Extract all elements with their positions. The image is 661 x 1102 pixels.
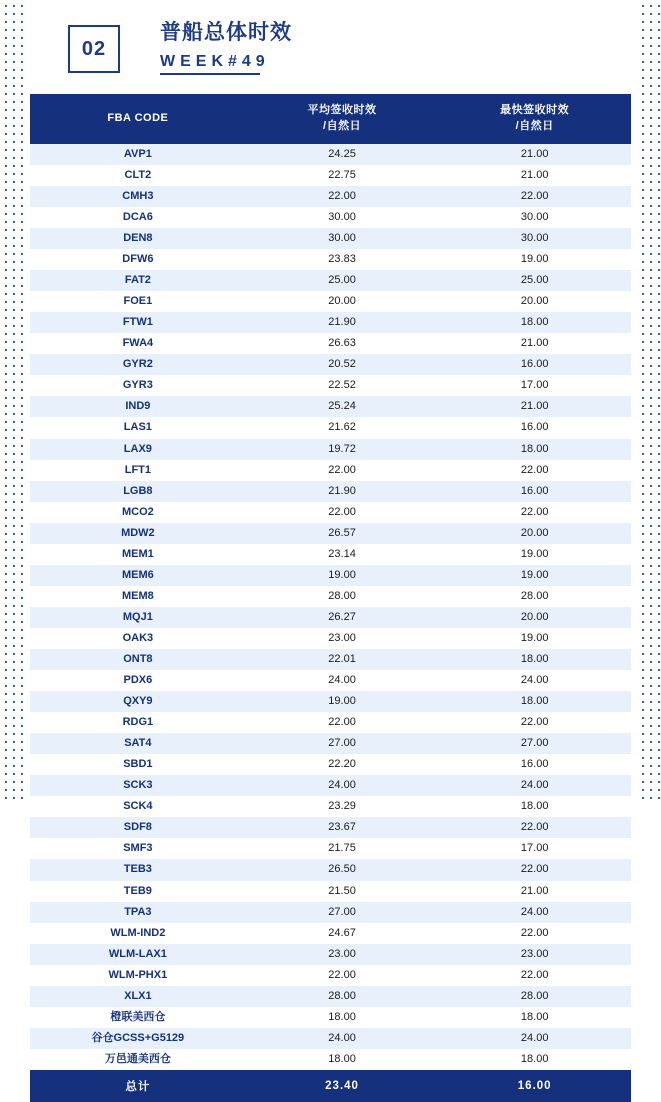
cell-average-days: 22.00: [246, 186, 439, 207]
cell-average-days: 24.00: [246, 1028, 439, 1049]
table-header-row: [30, 94, 631, 144]
table-head: [30, 94, 631, 144]
table-row: [30, 291, 631, 312]
cell-fba-code: LFT1: [124, 463, 151, 476]
cell-average-days: 21.50: [328, 884, 356, 897]
cell-fba-code: 橙联美西仓: [110, 1010, 166, 1023]
cell-fba-code: XLX1: [30, 986, 246, 1007]
cell-average-days: 27.00: [246, 733, 439, 754]
cell-fba-code: QXY9: [30, 691, 246, 712]
cell-fastest-days: 19.00: [520, 631, 549, 644]
table-row: [30, 944, 631, 965]
cell-fastest-days: 22.00: [438, 186, 631, 207]
cell-fastest-days: 19.00: [520, 547, 549, 560]
table-row: [30, 144, 631, 165]
delivery-time-table: [30, 94, 631, 1102]
total-average: 23.40: [246, 1070, 439, 1102]
cell-fba-code: MDW2: [30, 523, 246, 544]
cell-average-days: 23.14: [328, 547, 356, 560]
table-row: [30, 207, 631, 228]
cell-average-days: 24.67: [328, 926, 356, 939]
cell-fastest-days: 18.00: [520, 1052, 549, 1065]
cell-average-days: 26.57: [246, 523, 439, 544]
cell-fastest-days: 18.00: [438, 439, 631, 460]
cell-average-days: 21.75: [328, 842, 356, 855]
cell-fba-code: FWA4: [122, 337, 154, 350]
column-header-fastest: [438, 94, 631, 144]
cell-fastest-days: 16.00: [520, 421, 549, 434]
cell-fba-code: AVP1: [30, 144, 246, 165]
table-row: [30, 796, 631, 817]
total-fastest: 16.00: [438, 1070, 631, 1102]
table-row: [30, 354, 631, 375]
cell-average-days: 24.00: [328, 674, 356, 687]
cell-fastest-days: 16.00: [520, 758, 549, 771]
cell-average-days: 24.00: [246, 775, 439, 796]
cell-fastest-days: 18.00: [438, 691, 631, 712]
cell-fastest-days: 20.00: [520, 295, 549, 308]
cell-fba-code: 万邑通美西仓: [104, 1052, 171, 1065]
table-row: [30, 249, 631, 270]
table-row: [30, 565, 631, 586]
table-row: [30, 417, 631, 438]
cell-fastest-days: 18.00: [438, 312, 631, 333]
table-row: [30, 165, 631, 186]
cell-fastest-days: 21.00: [438, 396, 631, 417]
cell-fba-code: WLM-IND2: [110, 926, 166, 939]
table-row: [30, 923, 631, 944]
cell-fastest-days: 22.00: [438, 859, 631, 880]
column-header-fba-code: [30, 94, 246, 144]
cell-fba-code: SAT4: [30, 733, 246, 754]
cell-average-days: 25.24: [246, 396, 439, 417]
cell-average-days: 19.72: [246, 439, 439, 460]
cell-fba-code: DEN8: [30, 228, 246, 249]
cell-average-days: 23.83: [328, 253, 356, 266]
cell-average-days: 23.00: [246, 944, 439, 965]
cell-fastest-days: 19.00: [520, 253, 549, 266]
right-dot-border: [637, 0, 661, 801]
cell-fba-code: CMH3: [30, 186, 246, 207]
table-row: [30, 838, 631, 859]
cell-fba-code: MEM1: [121, 547, 154, 560]
cell-fba-code: GYR3: [122, 379, 153, 392]
cell-fastest-days: 16.00: [438, 354, 631, 375]
cell-fastest-days: 21.00: [520, 884, 549, 897]
cell-average-days: 19.00: [246, 691, 439, 712]
cell-average-days: 22.00: [328, 716, 356, 729]
cell-fastest-days: 21.00: [520, 337, 549, 350]
cell-fba-code: TEB9: [123, 884, 152, 897]
left-dot-border: [0, 0, 24, 801]
column-header-average-line2: /自然日: [323, 119, 362, 132]
cell-average-days: 22.20: [328, 758, 356, 771]
table-body: [30, 144, 631, 1070]
cell-fba-code: MEM8: [121, 589, 154, 602]
cell-fba-code: MEM6: [30, 565, 246, 586]
cell-fba-code: WLM-LAX1: [30, 944, 246, 965]
cell-fba-code: SCK4: [123, 800, 153, 813]
cell-fastest-days: 22.00: [520, 716, 549, 729]
cell-average-days: 30.00: [246, 228, 439, 249]
table-row: [30, 670, 631, 691]
cell-average-days: 22.75: [328, 168, 356, 181]
table-row: [30, 1049, 631, 1070]
table-row: [30, 691, 631, 712]
cell-fba-code: GYR2: [30, 354, 246, 375]
cell-fastest-days: 23.00: [438, 944, 631, 965]
section-number-badge: 02: [68, 25, 120, 73]
table-row: [30, 628, 631, 649]
cell-fastest-days: 21.00: [520, 168, 549, 181]
table-row: [30, 775, 631, 796]
cell-fba-code: SBD1: [123, 758, 153, 771]
page-title: 普船总体时效: [160, 21, 292, 45]
cell-fba-code: OAK3: [122, 631, 154, 644]
table-row: [30, 270, 631, 291]
table-row: [30, 544, 631, 565]
cell-average-days: 18.00: [328, 1010, 356, 1023]
cell-fastest-days: 22.00: [520, 968, 549, 981]
table-row: [30, 817, 631, 838]
cell-fastest-days: 24.00: [438, 1028, 631, 1049]
cell-fastest-days: 28.00: [438, 986, 631, 1007]
table-row: [30, 1007, 631, 1028]
table-row: [30, 986, 631, 1007]
column-header-fastest-line2: /自然日: [515, 119, 554, 132]
table-row: [30, 502, 631, 523]
table-row: [30, 1028, 631, 1049]
cell-average-days: 27.00: [246, 902, 439, 923]
cell-fastest-days: 17.00: [520, 842, 549, 855]
table-row: [30, 396, 631, 417]
cell-fba-code: ONT8: [30, 649, 246, 670]
cell-fastest-days: 20.00: [438, 523, 631, 544]
cell-average-days: 18.00: [328, 1052, 356, 1065]
cell-fastest-days: 19.00: [438, 565, 631, 586]
cell-fba-code: CLT2: [124, 168, 152, 181]
table-row: [30, 733, 631, 754]
table-row: [30, 586, 631, 607]
cell-fastest-days: 24.00: [438, 902, 631, 923]
cell-average-days: 19.00: [246, 565, 439, 586]
cell-fastest-days: 24.00: [438, 775, 631, 796]
cell-average-days: 23.67: [246, 817, 439, 838]
cell-average-days: 20.00: [328, 295, 356, 308]
cell-fba-code: FTW1: [30, 312, 246, 333]
cell-average-days: 22.00: [328, 968, 356, 981]
total-label: 总计: [30, 1070, 246, 1102]
table-row: [30, 460, 631, 481]
cell-fba-code: DFW6: [122, 253, 154, 266]
cell-average-days: 24.25: [246, 144, 439, 165]
cell-fba-code: LAS1: [123, 421, 152, 434]
table-row: [30, 375, 631, 396]
table-row: [30, 859, 631, 880]
column-header-fastest-line1: 最快签收时效: [500, 104, 570, 116]
cell-fba-code: LGB8: [30, 481, 246, 502]
cell-fastest-days: 21.00: [438, 144, 631, 165]
table-row: [30, 607, 631, 628]
cell-fastest-days: 17.00: [520, 379, 549, 392]
cell-average-days: 21.90: [246, 481, 439, 502]
cell-fba-code: FAT2: [30, 270, 246, 291]
table-foot: [30, 1070, 631, 1102]
cell-average-days: 26.50: [246, 859, 439, 880]
table-row: [30, 881, 631, 902]
cell-average-days: 21.90: [246, 312, 439, 333]
table-row: [30, 902, 631, 923]
cell-fba-code: WLM-PHX1: [108, 968, 168, 981]
table-row: [30, 333, 631, 354]
cell-fastest-days: 25.00: [438, 270, 631, 291]
cell-fastest-days: 18.00: [438, 649, 631, 670]
cell-average-days: 23.29: [328, 800, 356, 813]
cell-average-days: 21.62: [328, 421, 356, 434]
table-row: [30, 186, 631, 207]
page-header: [30, 0, 631, 92]
table-row: [30, 523, 631, 544]
column-header-fba-code-line1: FBA CODE: [107, 111, 169, 124]
cell-average-days: 25.00: [246, 270, 439, 291]
cell-fba-code: FOE1: [123, 295, 153, 308]
table-row: [30, 439, 631, 460]
cell-fba-code: TEB3: [30, 859, 246, 880]
cell-fba-code: SCK3: [30, 775, 246, 796]
cell-fastest-days: 28.00: [520, 589, 549, 602]
cell-average-days: 26.27: [246, 607, 439, 628]
cell-fba-code: TPA3: [30, 902, 246, 923]
cell-fastest-days: 18.00: [520, 800, 549, 813]
title-block: [160, 19, 292, 74]
cell-average-days: 22.01: [246, 649, 439, 670]
cell-average-days: 28.00: [328, 589, 356, 602]
cell-fba-code: RDG1: [122, 716, 154, 729]
cell-average-days: 22.52: [328, 379, 356, 392]
table-row: [30, 228, 631, 249]
cell-average-days: 20.52: [246, 354, 439, 375]
cell-fba-code: LAX9: [30, 439, 246, 460]
cell-fastest-days: 22.00: [520, 463, 549, 476]
table-row: [30, 754, 631, 775]
page-content: [30, 0, 631, 1093]
cell-fba-code: SDF8: [30, 817, 246, 838]
page-subtitle: WEEK#49: [160, 53, 270, 75]
cell-average-days: 22.00: [328, 463, 356, 476]
cell-fastest-days: 20.00: [438, 607, 631, 628]
table-row: [30, 712, 631, 733]
column-header-average-line1: 平均签收时效: [307, 104, 377, 116]
column-header-average: [246, 94, 439, 144]
cell-fastest-days: 27.00: [438, 733, 631, 754]
cell-fastest-days: 30.00: [520, 211, 549, 224]
cell-fba-code: SMF3: [123, 842, 153, 855]
table-row: [30, 965, 631, 986]
cell-average-days: 30.00: [328, 211, 356, 224]
cell-fba-code: MCO2: [121, 505, 154, 518]
cell-fba-code: IND9: [30, 396, 246, 417]
cell-fastest-days: 30.00: [438, 228, 631, 249]
total-row: [30, 1070, 631, 1102]
cell-fastest-days: 18.00: [520, 1010, 549, 1023]
cell-fastest-days: 16.00: [438, 481, 631, 502]
table-row: [30, 649, 631, 670]
cell-fastest-days: 22.00: [438, 817, 631, 838]
table-wrapper: [30, 94, 631, 1102]
cell-fastest-days: 24.00: [520, 674, 549, 687]
cell-average-days: 28.00: [246, 986, 439, 1007]
cell-average-days: 22.00: [328, 505, 356, 518]
cell-fba-code: MQJ1: [30, 607, 246, 628]
cell-average-days: 23.00: [328, 631, 356, 644]
cell-fastest-days: 22.00: [520, 505, 549, 518]
cell-fba-code: DCA6: [122, 211, 153, 224]
cell-average-days: 26.63: [328, 337, 356, 350]
table-row: [30, 312, 631, 333]
table-row: [30, 481, 631, 502]
cell-fba-code: PDX6: [123, 674, 153, 687]
cell-fastest-days: 22.00: [520, 926, 549, 939]
cell-fba-code: 谷仓GCSS+G5129: [30, 1028, 246, 1049]
